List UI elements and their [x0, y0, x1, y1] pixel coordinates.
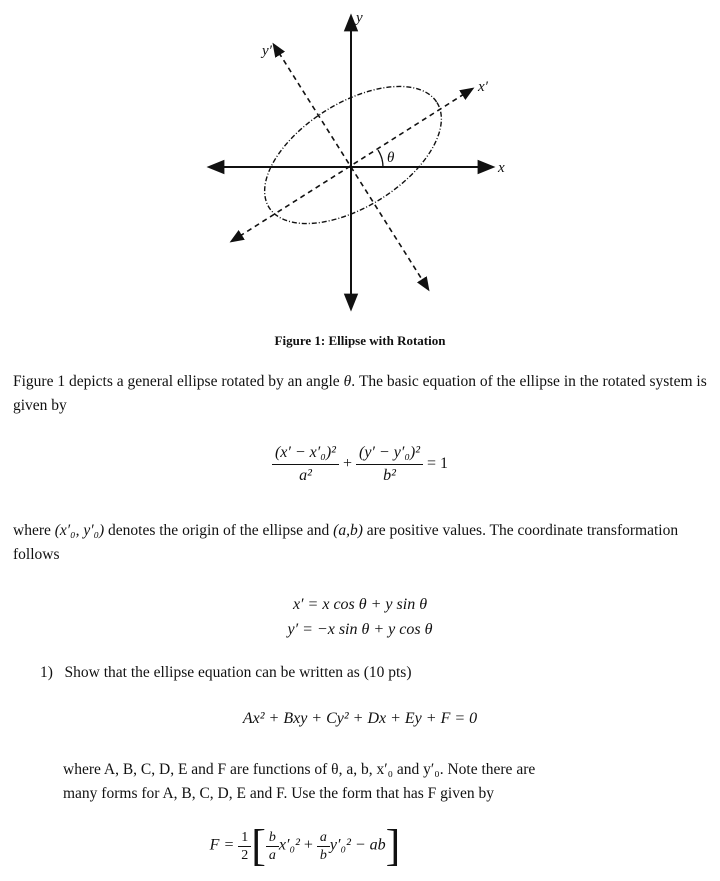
para3-line1: where A, B, C, D, E and F are functions of θ, a, b, x′₀ and y′₀. Note there are	[63, 761, 536, 778]
eq4-minus-ab: − ab	[354, 836, 386, 854]
left-bracket: [	[251, 821, 266, 870]
eq4-b-over-a	[266, 829, 279, 864]
eq4-a-num: a	[317, 829, 330, 847]
y-prime-label: y′	[262, 43, 272, 59]
fraction-2	[356, 442, 423, 487]
general-conic-equation: Ax² + Bxy + Cy² + Dx + Ey + F = 0	[242, 710, 478, 727]
eq1-denominator-2: b²	[383, 467, 396, 484]
eq4-b-num: b	[266, 829, 279, 847]
para1-text1: Figure 1 depicts a general ellipse rotated by an angle	[13, 373, 344, 390]
eq4-term1: x′₀²	[278, 836, 300, 854]
eq4-b-den: a	[268, 847, 276, 863]
eq4-half-den: 2	[241, 847, 249, 863]
x-axis-label: x	[498, 160, 505, 176]
question-text: Show that the ellipse equation can be written as (10 pts)	[64, 664, 412, 681]
fraction-1	[272, 442, 339, 487]
para2-text1: denotes the origin of the ellipse and	[104, 522, 334, 539]
transformation-equations	[0, 592, 720, 642]
para2-ab: (a,b)	[333, 522, 363, 539]
angle-label: θ	[387, 150, 395, 166]
para1-text2: . The basic equation of the ellipse in the rotated system is given by	[13, 373, 707, 414]
right-bracket: ]	[385, 821, 401, 870]
para2-text2: are positive values. The coordinate transformation follows	[13, 522, 679, 563]
eq4-half	[238, 829, 251, 864]
para1-theta: θ	[343, 373, 352, 390]
f-equation	[0, 821, 665, 870]
para2-where: where	[13, 522, 55, 539]
intro-paragraph	[13, 370, 713, 418]
eq1-plus: +	[342, 455, 352, 473]
para2-origin: (x′₀, y′₀)	[54, 522, 105, 539]
eq4-term2: y′₀²	[329, 836, 351, 854]
angle-arc	[378, 150, 383, 167]
eq4-lhs: F =	[209, 836, 235, 854]
x-prime-label: x′	[478, 79, 488, 95]
para3-line2: many forms for A, B, C, D, E and F. Use the form that has F given by	[63, 785, 494, 802]
ellipse-figure	[200, 5, 510, 320]
eq1-rhs: = 1	[427, 455, 449, 473]
question-number: 1)	[40, 664, 53, 681]
eq4-a-over-b	[317, 829, 330, 864]
transform-line-1: x′ = x cos θ + y sin θ	[292, 596, 428, 613]
eq1-numerator-1: (x′ − x′₀)²	[272, 442, 339, 465]
eq1-numerator-2: (y′ − y′₀)²	[356, 442, 423, 465]
eq4-half-num: 1	[238, 829, 251, 847]
functions-paragraph	[63, 758, 703, 806]
eq1-denominator-1: a²	[299, 467, 312, 484]
transform-line-2: y′ = −x sin θ + y cos θ	[287, 621, 433, 638]
y-axis-label: y	[356, 10, 363, 26]
ellipse-equation	[0, 442, 720, 487]
rotated-ellipse	[241, 58, 464, 251]
question-1	[40, 661, 700, 685]
figure-caption: Figure 1: Ellipse with Rotation	[274, 333, 446, 348]
where-paragraph	[13, 519, 713, 567]
eq4-a-den: b	[319, 847, 327, 863]
eq4-plus: +	[303, 836, 313, 854]
